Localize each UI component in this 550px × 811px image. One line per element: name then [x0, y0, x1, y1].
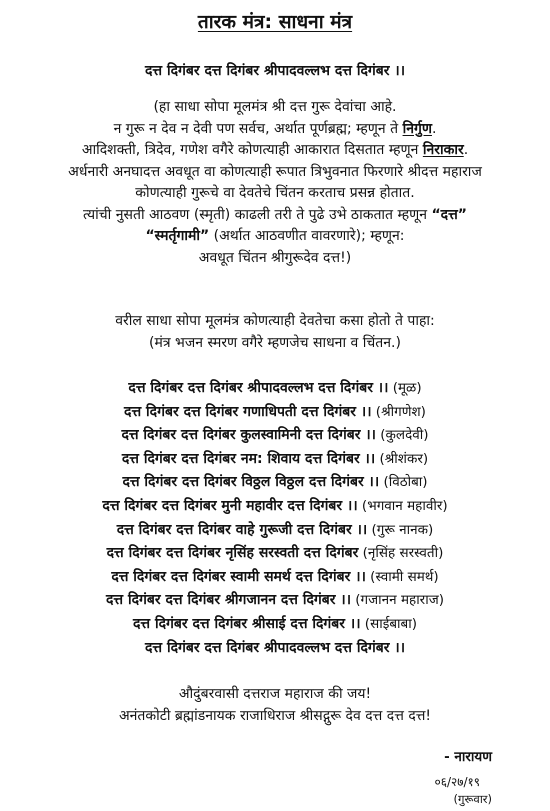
mantra-deity: (विठोबा) — [379, 474, 428, 491]
mantra-line — [0, 542, 550, 566]
mantra-list — [0, 377, 550, 660]
weekday: (गुरूवार) — [453, 792, 492, 806]
closing-line-1: औदुंबरवासी दत्तराज महाराज की जय! — [178, 686, 372, 702]
mantra-deity: (श्रीशंकर) — [375, 450, 429, 467]
mantra-deity: (स्वामी समर्थ) — [365, 568, 439, 585]
mantra-text: दत्त दिगंबर दत्त दिगंबर नम: शिवाय दत्त दिगंबर ।। — [121, 450, 376, 467]
mantra-deity: (साईबाबा) — [360, 615, 418, 632]
usage-line-2: (मंत्र भजन स्मरण वगैरे म्हणजेच साधना व चिंतन.) — [149, 334, 401, 351]
lead-mantra: दत्त दिगंबर दत्त दिगंबर श्रीपादवल्लभ दत्त दिगंबर ।। — [144, 63, 406, 79]
mantra-line — [0, 471, 550, 495]
mantra-line — [0, 424, 550, 448]
intro-paragraph — [0, 97, 550, 269]
mantra-text: दत्त दिगंबर दत्त दिगंबर स्वामी समर्थ दत्त दिगंबर ।। — [111, 568, 366, 585]
mantra-text: दत्त दिगंबर दत्त दिगंबर श्रीसाई दत्त दिगंबर ।। — [132, 615, 361, 632]
mantra-line — [0, 566, 550, 590]
page-title — [0, 10, 550, 34]
mantra-line — [0, 401, 550, 425]
intro-line-5: कोणत्याही गुरूचे वा देवतेचे चिंतन करताच प्रसन्न होतात. — [135, 185, 415, 201]
mantra-line — [0, 637, 550, 661]
mantra-deity: (नृसिंह सरस्वती) — [358, 545, 444, 562]
mantra-deity: (गजानन महाराज) — [351, 592, 444, 609]
mantra-deity: (मूळ) — [388, 380, 422, 396]
intro-line-8: अवधूत चिंतन श्रीगुरूदेव दत्त!) — [198, 249, 352, 266]
mantra-deity: (कुलदेवी) — [376, 427, 429, 444]
mantra-line — [0, 448, 550, 472]
mantra-line — [0, 495, 550, 519]
nirakar-highlight: निराकार — [422, 142, 464, 158]
mantra-text: दत्त दिगंबर दत्त दिगंबर श्रीगजानन दत्त दिगंबर ।। — [105, 592, 351, 609]
mantra-text: दत्त दिगंबर दत्त दिगंबर वाहे गुरूजी दत्त दिगंबर ।। — [116, 521, 368, 538]
intro-line-4: अर्धनारी अनघादत्त अवधूत वा कोणत्याही रूपात त्रिभुवनात फिरणारे श्रीदत्त महाराज — [68, 163, 482, 180]
mantra-text: दत्त दिगंबर दत्त दिगंबर श्रीपादवल्लभ दत्त दिगंबर ।। — [128, 380, 389, 396]
intro-line-3-end: . — [463, 142, 469, 158]
intro-line-2-end: . — [431, 120, 437, 137]
intro-line-7 — [0, 226, 550, 248]
mantra-line — [0, 377, 550, 401]
mantra-text: दत्त दिगंबर दत्त दिगंबर नृसिंह सरस्वती दत्त दिगंबर — [106, 545, 359, 562]
mantra-text: दत्त दिगंबर दत्त दिगंबर मुनी महावीर दत्त दिगंबर ।। — [102, 497, 358, 514]
mantra-line — [0, 589, 550, 613]
intro-line-2-text: न गुरू न देव न देवी पण सर्वच, अर्थात पूर्णब्रह्म; म्हणून ते — [113, 120, 403, 137]
mantra-line — [0, 519, 550, 543]
closing-paragraph — [0, 683, 550, 727]
usage-line-1: वरील साधा सोपा मूलमंत्र कोणत्याही देवतेचा कसा होतो ते पाहा: — [115, 313, 435, 329]
signature: - नारायण — [444, 749, 492, 765]
mantra-text: दत्त दिगंबर दत्त दिगंबर कुलस्वामिनी दत्त दिगंबर ।। — [121, 427, 376, 444]
date: ०६/२७/१९ — [434, 775, 480, 789]
smartrugami-quote: “स्मर्तृगामी” — [145, 228, 210, 244]
mantra-deity: (श्रीगणेश) — [371, 403, 426, 420]
mantra-text: दत्त दिगंबर दत्त दिगंबर गणाधिपती दत्त दिगंबर ।। — [124, 403, 372, 420]
mantra-line — [0, 613, 550, 637]
intro-line-6-text: त्यांची नुसती आठवण (स्मृती) काढली तरी ते पुढे उभे ठाकतात म्हणून — [82, 206, 432, 223]
mantra-deity: (गुरू नानक) — [367, 521, 434, 538]
intro-line-1: (हा साधा सोपा मूलमंत्र श्री दत्त गुरू देवांचा आहे. — [153, 99, 397, 115]
mantra-deity: (भगवान महावीर) — [357, 497, 448, 514]
nirgun-highlight: निर्गुण — [402, 120, 432, 137]
intro-line-3 — [0, 140, 550, 162]
mantra-text: दत्त दिगंबर दत्त दिगंबर श्रीपादवल्लभ दत्त दिगंबर ।। — [144, 639, 406, 656]
mantra-text: दत्त दिगंबर दत्त दिगंबर विठ्ठल विठ्ठल दत्त दिगंबर ।। — [122, 474, 380, 491]
page-title-text: तारक मंत्र: साधना मंत्र — [197, 11, 353, 33]
closing-line-2: अनंतकोटी ब्रह्मांडनायक राजाधिराज श्रीसद्गुरू देव दत्त दत्त दत्त! — [118, 708, 432, 724]
intro-line-7-text: (अर्थात आठवणीत वावरणारे); म्हणून: — [209, 228, 405, 244]
intro-line-3-text: आदिशक्ती, त्रिदेव, गणेश वगैरे कोणत्याही आकारात दिसतात म्हणून — [81, 142, 423, 158]
intro-line-6 — [0, 205, 550, 227]
intro-line-2 — [0, 119, 550, 141]
usage-paragraph — [0, 311, 550, 354]
datta-quote: “दत्त” — [431, 206, 467, 223]
